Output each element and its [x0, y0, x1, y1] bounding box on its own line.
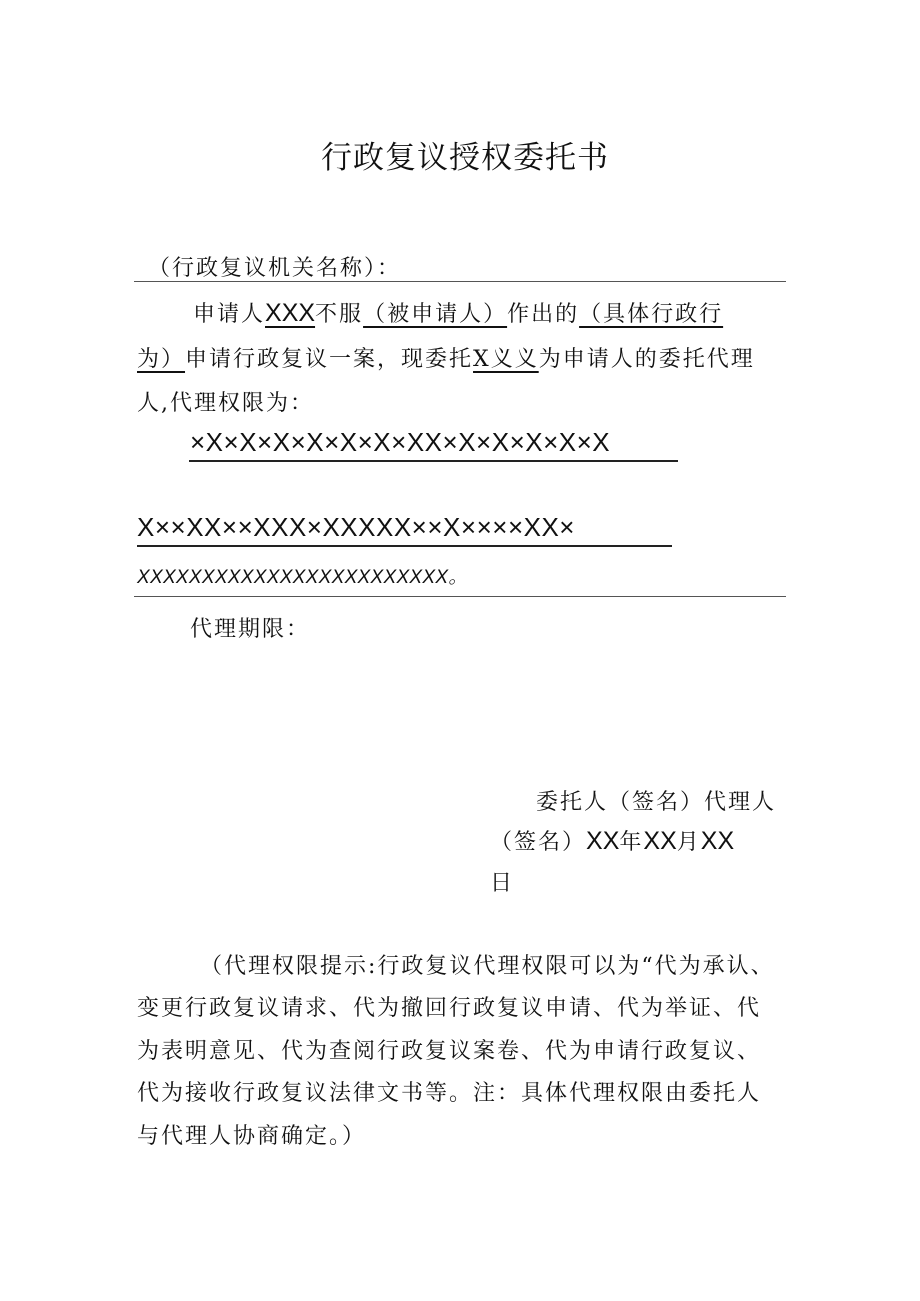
- scope-line-2-underline: [137, 545, 672, 547]
- administrative-act-part2: 为）: [137, 347, 186, 372]
- para1-line1: [193, 297, 723, 328]
- signature-line: 委托人（签名）代理人: [536, 790, 777, 815]
- note-line-3: 为表明意见、代为查阅行政复议案卷、代为申请行政复议、: [137, 1039, 762, 1064]
- scope-line-2: X××XX××XXX×XXXXX××X××××XX×: [137, 512, 575, 542]
- applicant-name: XXX: [265, 299, 316, 327]
- agent-signature-label: （签名）: [490, 830, 587, 855]
- administrative-act-part1: （具体行政行: [579, 302, 724, 327]
- note-line-5: 与代理人协商确定。）: [137, 1124, 367, 1149]
- para1-text-agent-role: 为申请人的委托代理: [538, 347, 755, 372]
- para1-text-made: 作出的: [507, 302, 580, 327]
- divider-bottom: [134, 596, 786, 597]
- para1-text-case: 申请行政复议一案，现委托: [185, 347, 474, 372]
- document-title: 行政复议授权委托书: [321, 140, 609, 176]
- scope-line-1: ×X×X×X×X×X×X×XX×X×X×X×X×X: [190, 427, 611, 457]
- addressee-line: （行政复议机关名称）：: [148, 256, 402, 281]
- period-label: 代理期限：: [190, 617, 311, 642]
- date-line: [490, 825, 734, 856]
- para1-text-applicant-label: 申请人: [193, 302, 266, 327]
- para1-line3: 人,代理权限为：: [137, 391, 314, 416]
- date-day: XX: [700, 827, 735, 855]
- date-year: XX: [586, 827, 620, 855]
- agent-name: X义义: [473, 347, 539, 372]
- divider-top: [134, 281, 786, 282]
- date-year-unit: 年: [619, 830, 644, 855]
- scope-line-3: XXXXXXXXXXXXXXXXXXXXXXXX。: [137, 567, 468, 588]
- para1-line2: [137, 342, 755, 373]
- date-day-unit: 日: [490, 871, 515, 896]
- note-line-4: 代为接收行政复议法律文书等。注：具体代理权限由委托人: [137, 1081, 762, 1106]
- note-line-1: （代理权限提示:行政复议代理权限可以为“代为承认、: [200, 954, 775, 979]
- respondent-name: （被申请人）: [363, 302, 508, 327]
- para1-text-not-accept: 不服: [315, 302, 364, 327]
- note-line-2: 变更行政复议请求、代为撤回行政复议申请、代为举证、代: [137, 996, 762, 1021]
- scope-line-1-underline: [189, 460, 678, 462]
- date-month: XX: [643, 827, 677, 855]
- date-month-unit: 月: [676, 830, 701, 855]
